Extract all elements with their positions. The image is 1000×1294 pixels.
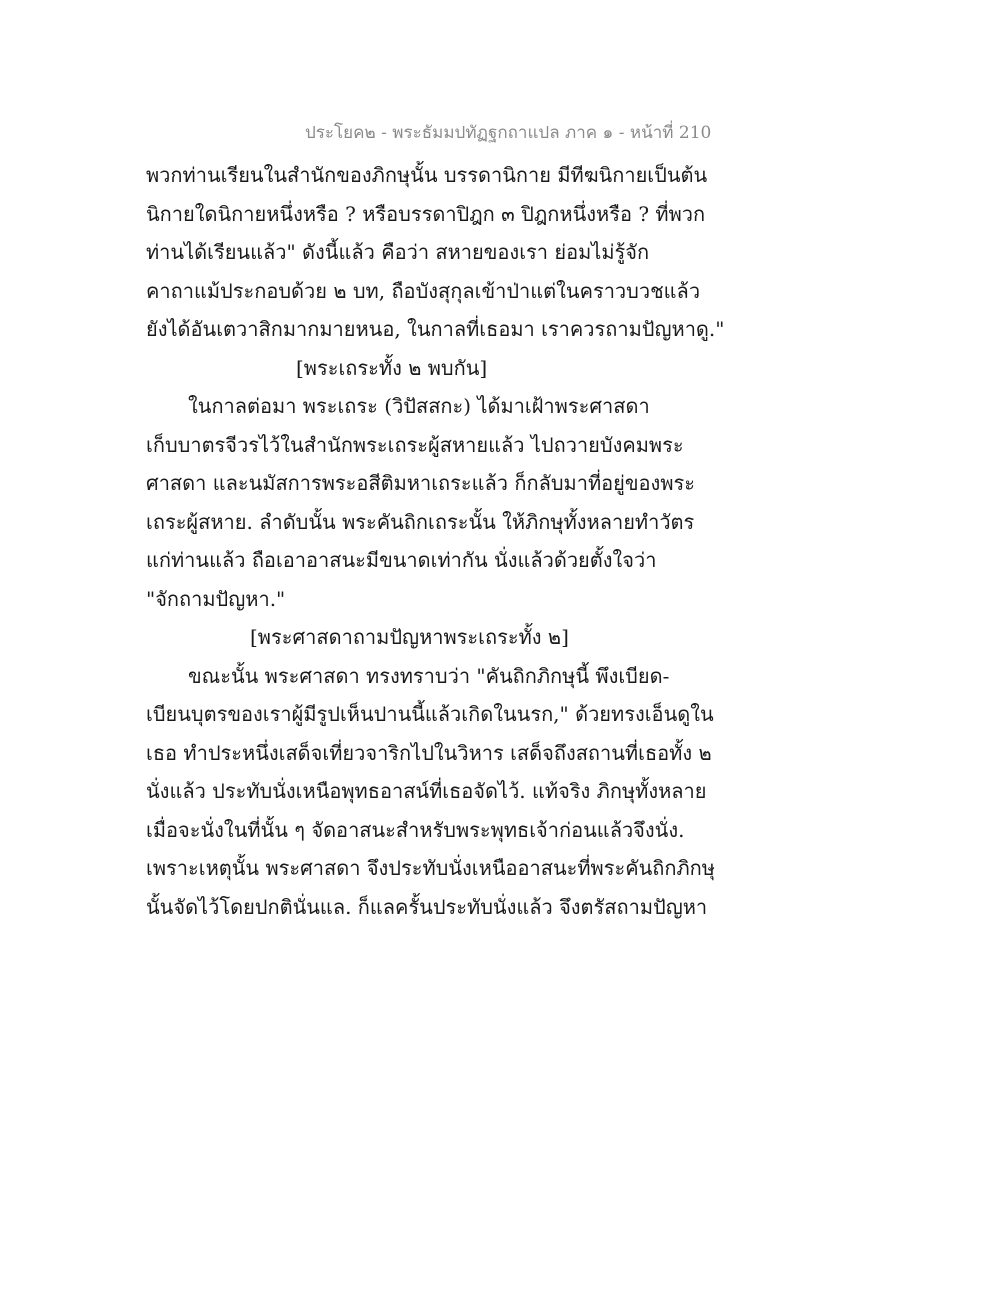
text-line: นั่งแล้ว ประทับนั่งเหนือพุทธอาสน์ที่เธอจัดไว้. แท้จริง ภิกษุทั้งหลาย [146, 779, 707, 803]
text-line: เมื่อจะนั่งในที่นั้น ๆ จัดอาสนะสำหรับพระพุทธเจ้าก่อนแล้วจึงนั่ง. [146, 817, 685, 842]
text-line: เบียนบุตรของเราผู้มีรูปเห็นปานนี้แล้วเกิดในนรก," ด้วยทรงเอ็นดูใน [146, 702, 714, 726]
text-line: เก็บบาตรจีวรไว้ในสำนักพระเถระผู้สหายแล้ว ไปถวายบังคมพระ [146, 432, 684, 457]
section-heading: [พระศาสดาถามปัญหาพระเถระทั้ง ๒] [250, 625, 569, 649]
text-line: ยังได้อันเตวาสิกมากมายหนอ, ในกาลที่เธอมา เราควรถามปัญหาดู." [146, 317, 725, 341]
section-heading: [พระเถระทั้ง ๒ พบกัน] [296, 355, 488, 380]
text-line: ขณะนั้น พระศาสดา ทรงทราบว่า "คันถิกภิกษุนี้ พึงเบียด- [188, 663, 670, 688]
text-line: ศาสดา และนมัสการพระอสีติมหาเถระแล้ว ก็กลับมาที่อยู่ของพระ [146, 471, 695, 495]
text-line: เพราะเหตุนั้น พระศาสดา จึงประทับนั่งเหนืออาสนะที่พระคันถิกภิกษุ [146, 856, 715, 880]
text-line: ในกาลต่อมา พระเถระ (วิปัสสกะ) ได้มาเฝ้าพระศาสดา [188, 394, 650, 418]
text-line: เธอ ทำประหนึ่งเสด็จเที่ยวจาริกไปในวิหาร เสด็จถึงสถานที่เธอทั้ง ๒ [146, 740, 712, 765]
text-line: คาถาแม้ประกอบด้วย ๒ บท, ถือบังสุกุลเข้าป่าแต่ในคราวบวชแล้ว [146, 278, 701, 303]
text-line: นั้นจัดไว้โดยปกตินั่นแล. ก็แลครั้นประทับนั่งแล้ว จึงตรัสถามปัญหา [146, 894, 708, 919]
text-line: นิกายใดนิกายหนึ่งหรือ ? หรือบรรดาปิฎก ๓ ปิฎกหนึ่งหรือ ? ที่พวก [146, 201, 706, 226]
text-line: แก่ท่านแล้ว ถือเอาอาสนะมีขนาดเท่ากัน นั่งแล้วด้วยตั้งใจว่า [146, 548, 657, 572]
text-line: "จักถามปัญหา." [146, 586, 286, 611]
text-line: ท่านได้เรียนแล้ว" ดังนี้แล้ว คือว่า สหายของเรา ย่อมไม่รู้จัก [146, 240, 650, 264]
running-header: ประโยค๒ - พระธัมมปทัฏฐกถาแปล ภาค ๑ - หน้าที่ 210 [305, 123, 712, 143]
body-text [146, 156, 725, 926]
text-line: เถระผู้สหาย. ลำดับนั้น พระคันถิกเถระนั้น ให้ภิกษุทั้งหลายทำวัตร [146, 509, 695, 534]
text-line: พวกท่านเรียนในสำนักของภิกษุนั้น บรรดานิกาย มีทีฆนิกายเป็นต้น [146, 163, 708, 187]
